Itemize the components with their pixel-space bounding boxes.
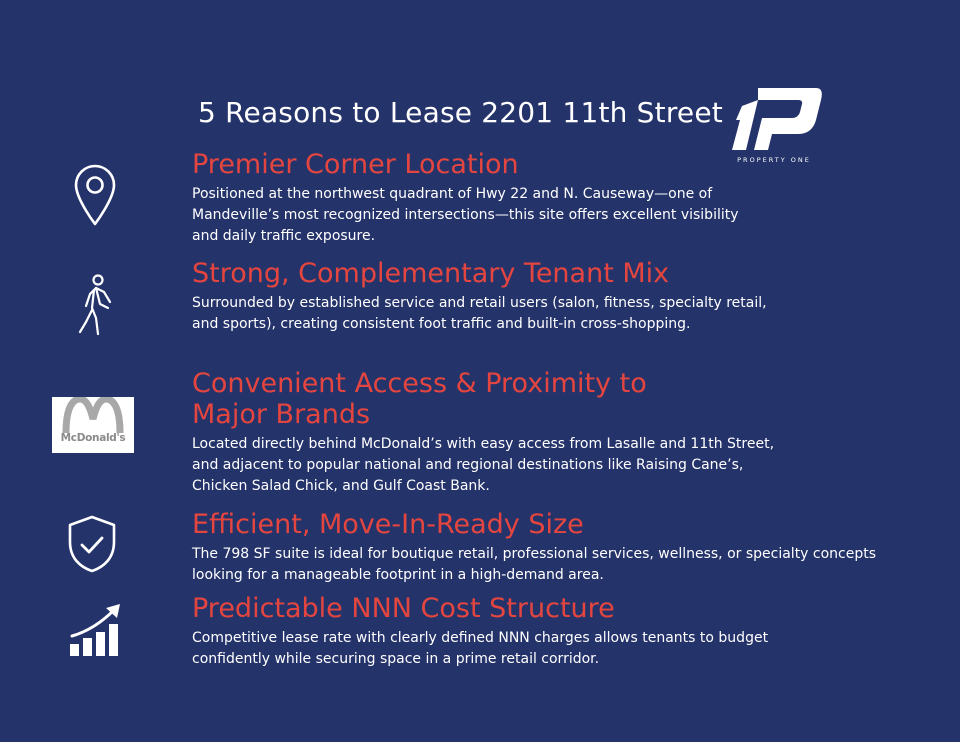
reason-heading-line2: Major Brands (192, 399, 371, 430)
reason-body: Competitive lease rate with clearly defined NNN charges allows tenants to budget confidently while securing space in a prime retail corridor. (192, 630, 769, 667)
reason-tenant-mix (192, 258, 792, 335)
reason-body: The 798 SF suite is ideal for boutique retail, professional services, wellness, or specialty concepts looking for a manageable footprint in a high-demand area. (192, 546, 877, 583)
mcdonalds-logo (52, 397, 134, 453)
shield-check-icon (66, 514, 118, 574)
growth-chart-icon (68, 602, 124, 658)
reason-heading: Premier Corner Location (192, 149, 519, 180)
mcdonalds-wordmark: McDonald's (60, 432, 126, 444)
reason-body: Located directly behind McDonald’s with easy access from Lasalle and 11th Street, and adjacent to popular national and regional destinations like Raising Cane’s, Chicken Salad Chick, and Gulf Coast Bank. (192, 436, 775, 494)
reason-heading: Efficient, Move-In-Ready Size (192, 509, 584, 540)
logo-text: PROPERTY ONE (737, 156, 811, 164)
location-pin-icon (72, 163, 118, 227)
reason-body: Surrounded by established service and retail users (salon, fitness, specialty retail, and sports), creating consistent foot traffic and built-in cross-shopping. (192, 295, 767, 332)
reason-convenient-access (192, 368, 792, 497)
reason-premier-corner-location (192, 149, 762, 247)
reason-nnn-cost-structure (192, 593, 792, 670)
reason-heading-line1: Convenient Access & Proximity to (192, 368, 647, 399)
reason-move-in-ready (192, 509, 882, 586)
reason-heading: Strong, Complementary Tenant Mix (192, 258, 670, 289)
page-title: 5 Reasons to Lease 2201 11th Street (198, 96, 723, 129)
reason-body: Positioned at the northwest quadrant of Hwy 22 and N. Causeway—one of Mandeville’s most recognized intersections—this site offers excellent visibility and daily traffic exposure. (192, 186, 739, 244)
walking-person-icon (76, 274, 116, 336)
reason-heading: Predictable NNN Cost Structure (192, 593, 615, 624)
